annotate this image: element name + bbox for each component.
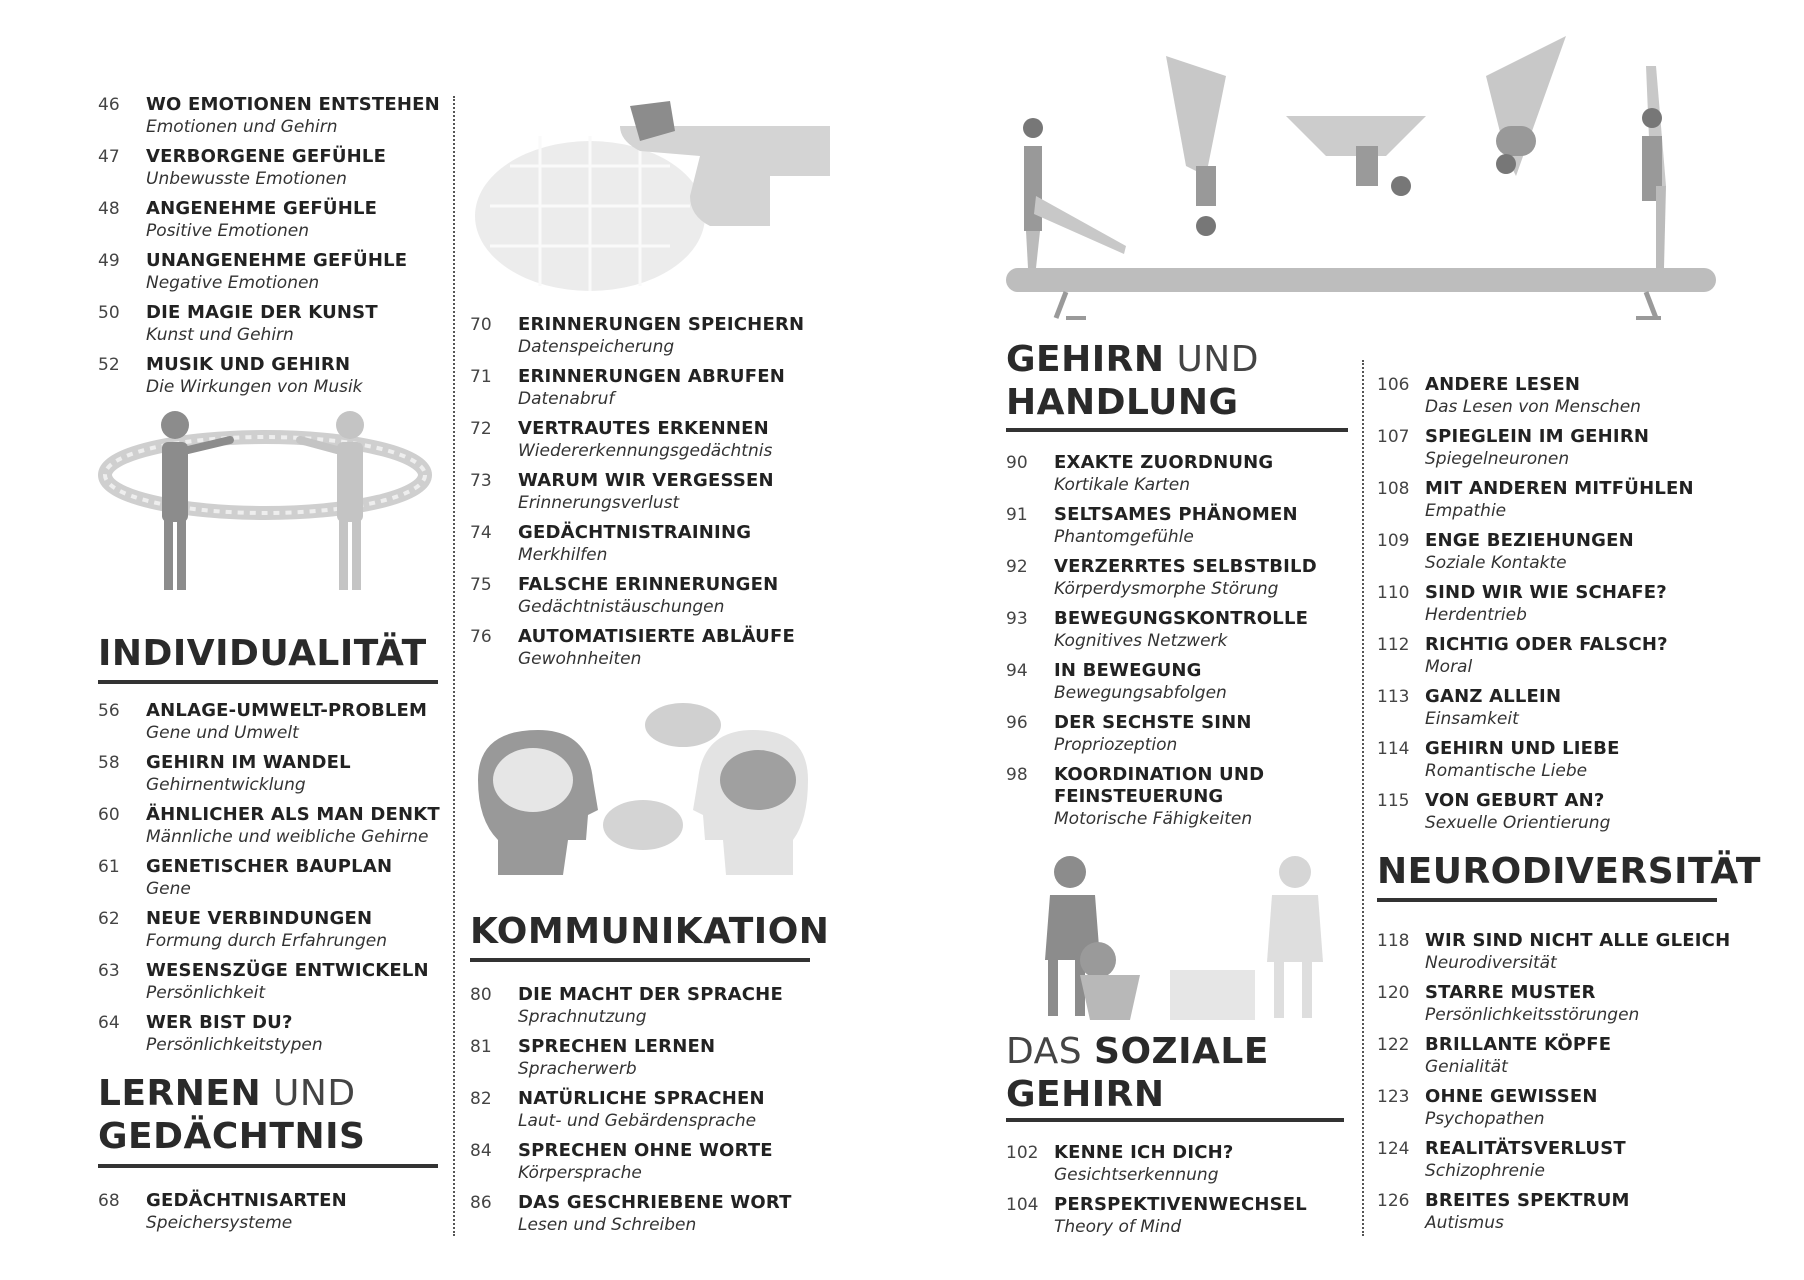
toc-entry[interactable] <box>98 198 438 250</box>
entry-subtitle: Gene und Umwelt <box>146 723 299 743</box>
entry-title: GEHIRN IM WANDEL <box>146 752 351 773</box>
entry-subtitle: Persönlichkeit <box>146 983 265 1003</box>
entry-title: VERZERRTES SELBSTBILD <box>1054 556 1317 577</box>
entry-title: WER BIST DU? <box>146 1012 293 1033</box>
page-number: 71 <box>470 367 492 387</box>
page-number: 120 <box>1377 983 1410 1003</box>
entry-subtitle: Datenabruf <box>518 389 615 409</box>
entry-title: ANDERE LESEN <box>1425 374 1581 395</box>
page-number: 63 <box>98 961 120 981</box>
entry-subtitle: Persönlichkeitstypen <box>146 1035 323 1055</box>
section-rule <box>1006 1118 1344 1122</box>
heading-light: DAS <box>1006 1031 1095 1072</box>
entry-title: VERBORGENE GEFÜHLE <box>146 146 387 167</box>
section-heading-individualitaet: INDIVIDUALITÄT <box>98 633 427 674</box>
page-number: 47 <box>98 147 120 167</box>
toc-entry[interactable] <box>470 1088 820 1140</box>
entry-subtitle: Theory of Mind <box>1054 1217 1182 1237</box>
toc-entry[interactable] <box>98 960 438 1012</box>
dna-people-illustration <box>100 410 430 600</box>
toc-entry[interactable] <box>98 250 438 302</box>
entry-subtitle: Die Wirkungen von Musik <box>146 377 363 397</box>
entry-subtitle: Gewohnheiten <box>518 649 642 669</box>
entry-subtitle: Spiegelneuronen <box>1425 449 1570 469</box>
page-number: 80 <box>470 985 492 1005</box>
entry-subtitle: Neurodiversität <box>1425 953 1557 973</box>
entry-title-line2: FEINSTEUERUNG <box>1054 786 1224 807</box>
entry-subtitle: Sprachnutzung <box>518 1007 647 1027</box>
entry-title: REALITÄTSVERLUST <box>1425 1138 1626 1159</box>
section-heading-lernen <box>98 1072 365 1158</box>
section-heading-neurodiversitaet: NEURODIVERSITÄT <box>1377 851 1761 892</box>
entry-title: ÄHNLICHER ALS MAN DENKT <box>146 804 440 825</box>
page-number: 58 <box>98 753 120 773</box>
entry-subtitle: Das Lesen von Menschen <box>1425 397 1641 417</box>
entry-title: NATÜRLICHE SPRACHEN <box>518 1088 765 1109</box>
toc-entry[interactable] <box>1377 982 1727 1034</box>
toc-entry[interactable] <box>470 366 820 418</box>
entry-subtitle: Phantomgefühle <box>1054 527 1194 547</box>
toc-entry[interactable] <box>98 1190 438 1242</box>
entry-subtitle: Motorische Fähigkeiten <box>1054 809 1253 829</box>
toc-entry[interactable] <box>1377 686 1727 738</box>
page-number: 48 <box>98 199 120 219</box>
toc-entry[interactable] <box>1006 556 1356 608</box>
entry-title: BEWEGUNGSKONTROLLE <box>1054 608 1309 629</box>
entry-title: WIR SIND NICHT ALLE GLEICH <box>1425 930 1731 951</box>
entry-subtitle: Sexuelle Orientierung <box>1425 813 1611 833</box>
section-heading-kommunikation: KOMMUNIKATION <box>470 911 830 952</box>
entry-title: ANLAGE-UMWELT-PROBLEM <box>146 700 428 721</box>
page-number: 82 <box>470 1089 492 1109</box>
entry-title: OHNE GEWISSEN <box>1425 1086 1598 1107</box>
toc-entry[interactable] <box>98 752 438 804</box>
toc-entry[interactable] <box>1006 712 1356 764</box>
section-rule <box>1377 898 1717 902</box>
entry-subtitle: Soziale Kontakte <box>1425 553 1567 573</box>
entry-title: GEHIRN UND LIEBE <box>1425 738 1620 759</box>
toc-entry[interactable] <box>470 418 820 470</box>
page-number: 84 <box>470 1141 492 1161</box>
toc-entry[interactable] <box>98 146 438 198</box>
page-number: 92 <box>1006 557 1028 577</box>
puzzle-hand-illustration <box>470 96 830 296</box>
entry-title: SPIEGLEIN IM GEHIRN <box>1425 426 1650 447</box>
toc-entry[interactable] <box>470 470 820 522</box>
page-number: 50 <box>98 303 120 323</box>
page-number: 93 <box>1006 609 1028 629</box>
section-heading-sozial <box>1006 1030 1269 1116</box>
entry-subtitle: Propriozeption <box>1054 735 1178 755</box>
entry-subtitle: Persönlichkeitsstörungen <box>1425 1005 1640 1025</box>
entry-title: KOORDINATION UND <box>1054 764 1265 785</box>
entry-subtitle: Schizophrenie <box>1425 1161 1545 1181</box>
toc-entry[interactable] <box>1377 374 1727 426</box>
page-number: 75 <box>470 575 492 595</box>
toc-entry[interactable] <box>470 626 820 678</box>
page-number: 118 <box>1377 931 1410 951</box>
page-number: 60 <box>98 805 120 825</box>
entry-title: EXAKTE ZUORDNUNG <box>1054 452 1274 473</box>
toc-entry[interactable] <box>1006 1194 1356 1246</box>
list-col3-a <box>1006 452 1356 764</box>
toc-entry[interactable] <box>1377 1190 1727 1242</box>
entry-title: VON GEBURT AN? <box>1425 790 1605 811</box>
page-number: 56 <box>98 701 120 721</box>
entry-title: IN BEWEGUNG <box>1054 660 1202 681</box>
list-col4-a <box>1377 374 1727 842</box>
toc-entry[interactable] <box>1377 478 1727 530</box>
toc-entry[interactable] <box>98 700 438 752</box>
toc-entry[interactable] <box>1377 634 1727 686</box>
entry-title: BREITES SPEKTRUM <box>1425 1190 1630 1211</box>
page-number: 46 <box>98 95 120 115</box>
entry-title: VERTRAUTES ERKENNEN <box>518 418 769 439</box>
page-number: 114 <box>1377 739 1410 759</box>
entry-title: GENETISCHER BAUPLAN <box>146 856 393 877</box>
toc-entry[interactable] <box>1377 530 1727 582</box>
toc-entry[interactable] <box>1006 764 1356 838</box>
toc-entry[interactable] <box>98 1012 438 1064</box>
list-col4-b <box>1377 930 1731 1242</box>
page-number: 115 <box>1377 791 1410 811</box>
heading-line2: GEHIRN <box>1006 1074 1165 1115</box>
entry-subtitle: Gehirnentwicklung <box>146 775 306 795</box>
page-number: 90 <box>1006 453 1028 473</box>
entry-title: DER SECHSTE SINN <box>1054 712 1252 733</box>
page-number: 107 <box>1377 427 1410 447</box>
entry-subtitle: Speichersysteme <box>146 1213 293 1233</box>
entry-subtitle: Erinnerungsverlust <box>518 493 680 513</box>
page-number: 70 <box>470 315 492 335</box>
gymnast-beam-illustration <box>1006 36 1716 326</box>
section-rule <box>470 958 810 962</box>
entry-title: WARUM WIR VERGESSEN <box>518 470 774 491</box>
entry-title: GANZ ALLEIN <box>1425 686 1562 707</box>
toc-entry[interactable] <box>1377 790 1727 842</box>
entry-subtitle: Gene <box>146 879 191 899</box>
heading-line2: GEDÄCHTNIS <box>98 1116 366 1157</box>
page-number: 68 <box>98 1191 120 1211</box>
social-people-illustration <box>1020 850 1350 1020</box>
entry-title: SPRECHEN OHNE WORTE <box>518 1140 773 1161</box>
entry-title: ERINNERUNGEN ABRUFEN <box>518 366 786 387</box>
list-col1-c <box>98 1190 438 1242</box>
entry-title: MUSIK UND GEHIRN <box>146 354 351 375</box>
page-number: 110 <box>1377 583 1410 603</box>
section-rule <box>98 1164 438 1168</box>
page-number: 112 <box>1377 635 1410 655</box>
toc-entry[interactable] <box>1377 1034 1727 1086</box>
entry-subtitle: Kognitives Netzwerk <box>1054 631 1228 651</box>
entry-subtitle: Positive Emotionen <box>146 221 310 241</box>
entry-subtitle: Empathie <box>1425 501 1507 521</box>
heading-bold: GEHIRN <box>1006 339 1165 380</box>
entry-subtitle: Datenspeicherung <box>518 337 675 357</box>
toc-entry[interactable] <box>98 354 438 406</box>
entry-title: WESENSZÜGE ENTWICKELN <box>146 960 429 981</box>
page-number: 91 <box>1006 505 1028 525</box>
page-number: 62 <box>98 909 120 929</box>
entry-subtitle: Moral <box>1425 657 1473 677</box>
page-number: 98 <box>1006 765 1028 785</box>
entry-subtitle: Romantische Liebe <box>1425 761 1588 781</box>
page-number: 76 <box>470 627 492 647</box>
page-number: 123 <box>1377 1087 1410 1107</box>
entry-subtitle: Genialität <box>1425 1057 1508 1077</box>
entry-title: UNANGENEHME GEFÜHLE <box>146 250 408 271</box>
section-rule <box>98 680 438 684</box>
entry-subtitle: Kunst und Gehirn <box>146 325 294 345</box>
entry-subtitle: Männliche und weibliche Gehirne <box>146 827 429 847</box>
entry-title: SPRECHEN LERNEN <box>518 1036 716 1057</box>
entry-subtitle: Gesichtserkennung <box>1054 1165 1219 1185</box>
list-col2-b <box>470 984 820 1244</box>
toc-entry[interactable] <box>470 574 820 626</box>
page-number: 74 <box>470 523 492 543</box>
entry-title: DIE MAGIE DER KUNST <box>146 302 378 323</box>
toc-entry[interactable] <box>470 314 820 366</box>
page-number: 49 <box>98 251 120 271</box>
section-heading-handlung <box>1006 338 1259 424</box>
heading-line2: HANDLUNG <box>1006 382 1239 423</box>
page-number: 108 <box>1377 479 1410 499</box>
list-col1-b <box>98 700 438 1064</box>
entry-title: ERINNERUNGEN SPEICHERN <box>518 314 805 335</box>
entry-subtitle: Autismus <box>1425 1213 1504 1233</box>
entry-title: PERSPEKTIVENWECHSEL <box>1054 1194 1307 1215</box>
entry-title: FALSCHE ERINNERUNGEN <box>518 574 779 595</box>
page-number: 86 <box>470 1193 492 1213</box>
list-col3-tall <box>1006 764 1356 838</box>
page-number: 73 <box>470 471 492 491</box>
heading-light: UND <box>261 1073 356 1114</box>
toc-entry[interactable] <box>1377 738 1727 790</box>
entry-subtitle: Wiedererkennungsgedächtnis <box>518 441 773 461</box>
toc-entry[interactable] <box>1006 452 1356 504</box>
entry-title: KENNE ICH DICH? <box>1054 1142 1234 1163</box>
entry-title: DAS GESCHRIEBENE WORT <box>518 1192 792 1213</box>
entry-title: AUTOMATISIERTE ABLÄUFE <box>518 626 795 647</box>
toc-entry[interactable] <box>1006 1142 1356 1194</box>
toc-entry[interactable] <box>1377 930 1731 982</box>
entry-subtitle: Herdentrieb <box>1425 605 1527 625</box>
entry-subtitle: Merkhilfen <box>518 545 608 565</box>
entry-subtitle: Unbewusste Emotionen <box>146 169 347 189</box>
entry-subtitle: Gedächtnistäuschungen <box>518 597 725 617</box>
entry-subtitle: Kortikale Karten <box>1054 475 1191 495</box>
heading-light: UND <box>1164 339 1259 380</box>
toc-entry[interactable] <box>470 1036 820 1088</box>
entry-subtitle: Negative Emotionen <box>146 273 320 293</box>
entry-title: NEUE VERBINDUNGEN <box>146 908 373 929</box>
list-col3-b <box>1006 1142 1356 1246</box>
entry-subtitle: Bewegungsabfolgen <box>1054 683 1227 703</box>
entry-subtitle: Spracherwerb <box>518 1059 637 1079</box>
toc-entry[interactable] <box>98 94 438 146</box>
page-number: 72 <box>470 419 492 439</box>
entry-title: ENGE BEZIEHUNGEN <box>1425 530 1634 551</box>
page-number: 94 <box>1006 661 1028 681</box>
toc-entry[interactable] <box>470 984 820 1036</box>
page-number: 64 <box>98 1013 120 1033</box>
entry-subtitle: Laut- und Gebärdensprache <box>518 1111 757 1131</box>
page-number: 122 <box>1377 1035 1410 1055</box>
entry-title: STARRE MUSTER <box>1425 982 1596 1003</box>
page-number: 96 <box>1006 713 1028 733</box>
entry-title: DIE MACHT DER SPRACHE <box>518 984 783 1005</box>
page-number: 61 <box>98 857 120 877</box>
entry-subtitle: Psychopathen <box>1425 1109 1545 1129</box>
toc-entry[interactable] <box>98 302 438 354</box>
entry-subtitle: Formung durch Erfahrungen <box>146 931 388 951</box>
page-number: 109 <box>1377 531 1410 551</box>
toc-entry[interactable] <box>470 1192 820 1244</box>
toc-entry[interactable] <box>1006 504 1356 556</box>
section-rule <box>1006 428 1348 432</box>
toc-entry[interactable] <box>470 522 820 574</box>
entry-title: SELTSAMES PHÄNOMEN <box>1054 504 1298 525</box>
toc-entry[interactable] <box>98 804 438 856</box>
page-number: 52 <box>98 355 120 375</box>
toc-entry[interactable] <box>1006 608 1356 660</box>
toc-entry[interactable] <box>98 908 438 960</box>
list-col1-a <box>98 94 438 406</box>
page-number: 106 <box>1377 375 1410 395</box>
entry-title: GEDÄCHTNISTRAINING <box>518 522 752 543</box>
column-divider <box>1362 360 1364 1236</box>
list-col2-a <box>470 314 820 678</box>
page-number: 126 <box>1377 1191 1410 1211</box>
heading-bold: SOZIALE <box>1094 1031 1269 1072</box>
toc-entry[interactable] <box>98 856 438 908</box>
toc-entry[interactable] <box>1377 426 1727 478</box>
entry-title: BRILLANTE KÖPFE <box>1425 1034 1612 1055</box>
entry-title: WO EMOTIONEN ENTSTEHEN <box>146 94 440 115</box>
entry-subtitle: Körpersprache <box>518 1163 642 1183</box>
page-number: 102 <box>1006 1143 1039 1163</box>
toc-entry[interactable] <box>1006 660 1356 712</box>
heading-bold: LERNEN <box>98 1073 262 1114</box>
toc-entry[interactable] <box>1377 582 1727 634</box>
entry-title: SIND WIR WIE SCHAFE? <box>1425 582 1667 603</box>
toc-entry[interactable] <box>1377 1138 1727 1190</box>
entry-subtitle: Lesen und Schreiben <box>518 1215 697 1235</box>
page-number: 124 <box>1377 1139 1410 1159</box>
entry-subtitle: Emotionen und Gehirn <box>146 117 338 137</box>
column-divider <box>453 96 455 1236</box>
toc-entry[interactable] <box>1377 1086 1727 1138</box>
entry-title: ANGENEHME GEFÜHLE <box>146 198 378 219</box>
heads-speech-illustration <box>468 700 818 880</box>
entry-subtitle: Körperdysmorphe Störung <box>1054 579 1279 599</box>
page-number: 113 <box>1377 687 1410 707</box>
toc-entry[interactable] <box>470 1140 820 1192</box>
page-number: 104 <box>1006 1195 1039 1215</box>
entry-title: RICHTIG ODER FALSCH? <box>1425 634 1668 655</box>
page-number: 81 <box>470 1037 492 1057</box>
entry-title: GEDÄCHTNISARTEN <box>146 1190 347 1211</box>
entry-title: MIT ANDEREN MITFÜHLEN <box>1425 478 1694 499</box>
entry-subtitle: Einsamkeit <box>1425 709 1519 729</box>
